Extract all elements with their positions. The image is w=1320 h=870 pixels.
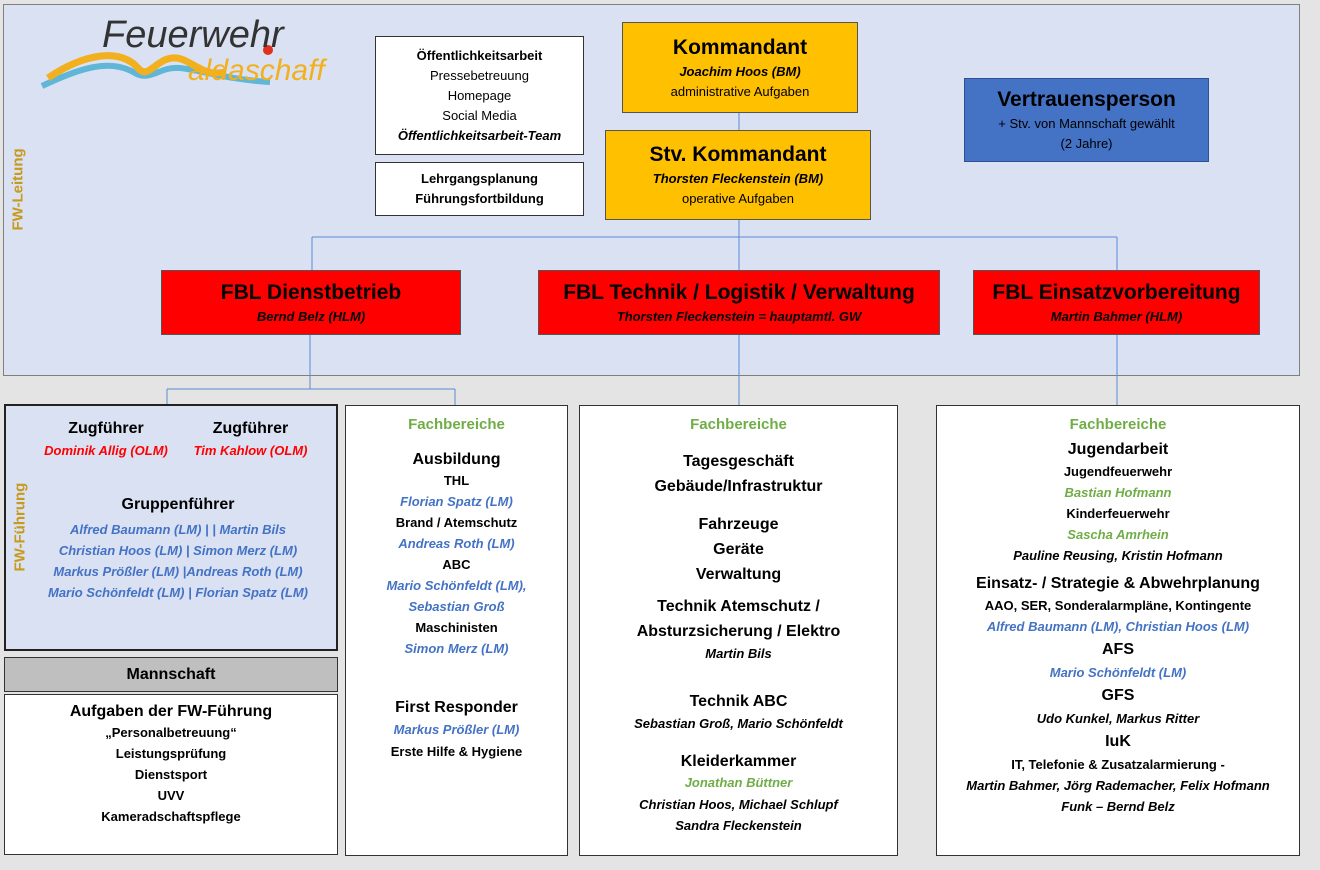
abc-label: ABC [442, 557, 471, 572]
maschinisten-label: Maschinisten [415, 620, 498, 635]
first-responder-heading: First Responder [395, 699, 518, 716]
aufgaben-item: Leistungsprüfung [115, 746, 227, 761]
fbl-title: FBL Einsatzvorbereitung [992, 280, 1241, 304]
fbl-name: Thorsten Fleckenstein = hauptamtl. GW [616, 308, 862, 324]
ausbildung-heading: Ausbildung [412, 451, 501, 468]
gruppenfuehrer-list [20, 494, 336, 603]
kommandant-title: Kommandant [672, 35, 808, 59]
stv-title: Stv. Kommandant [649, 143, 827, 166]
oeffentlichkeit-item: Homepage [447, 87, 512, 103]
logo-aldaschaff-text: aldaschaff [188, 54, 325, 87]
stv-task: operative Aufgaben [681, 191, 795, 206]
logo-feuerwehr-text: Feuerwehr [102, 14, 284, 56]
fachbereiche-title: Fachbereiche [408, 416, 505, 433]
fachbereiche-title: Fachbereiche [690, 416, 787, 433]
kinderfeuerwehr-name: Pauline Reusing, Kristin Hofmann [1013, 548, 1223, 563]
gruppenfuehrer-row: Alfred Baumann (LM) | | Martin Bils [69, 522, 286, 537]
brand-name: Andreas Roth (LM) [398, 536, 515, 551]
technik-abc-label: Technik ABC [689, 693, 788, 710]
geraete-label: Geräte [713, 541, 764, 558]
kommandant-box [622, 22, 858, 113]
oeffentlichkeit-item: Pressebetreuung [429, 67, 529, 83]
jugendfeuerwehr-name: Bastian Hofmann [1064, 485, 1172, 500]
technik-atemschutz-label: Absturzsicherung / Elektro [636, 623, 841, 640]
tagesgeschaeft-label: Tagesgeschäft [683, 453, 794, 470]
fbl-dienstbetrieb-box [161, 270, 461, 335]
aao-label: AAO, SER, Sonderalarmpläne, Kontingente [984, 598, 1252, 613]
lehrgang-item: Lehrgangsplanung [421, 171, 538, 186]
aufgaben-item: Dienstsport [134, 767, 208, 782]
jugendfeuerwehr-label: Jugendfeuerwehr [1063, 464, 1173, 479]
gruppenfuehrer-label: Gruppenführer [121, 496, 235, 513]
funk-label: Funk – Bernd Belz [1061, 799, 1175, 814]
oeffentlichkeit-item: Social Media [442, 107, 517, 123]
vertrauen-line: + Stv. von Mannschaft gewählt [998, 116, 1175, 131]
thl-name: Florian Spatz (LM) [400, 494, 513, 509]
kleiderkammer-name: Jonathan Büttner [684, 775, 793, 790]
aufgaben-box [4, 694, 338, 855]
iuk-heading: IuK [1105, 733, 1131, 750]
vertrauen-line: (2 Jahre) [1060, 136, 1113, 151]
kinderfeuerwehr-name: Sascha Amrhein [1067, 527, 1169, 542]
fachbereiche-technik [579, 405, 898, 856]
iuk-names: Martin Bahmer, Jörg Rademacher, Felix Hofmann [966, 778, 1270, 793]
aufgaben-item: Kameradschaftspflege [101, 809, 241, 824]
stv-kommandant-box [605, 130, 871, 220]
aufgaben-item: UVV [157, 788, 185, 803]
fbl-title: FBL Technik / Logistik / Verwaltung [563, 280, 915, 304]
fbl-name: Bernd Belz (HLM) [256, 308, 366, 324]
zugfuehrer-1 [30, 418, 182, 461]
afs-heading: AFS [1102, 641, 1134, 658]
kommandant-name: Joachim Hoos (BM) [679, 63, 801, 79]
lehrgangsplanung-box [375, 162, 584, 216]
gfs-heading: GFS [1101, 687, 1135, 704]
maschinisten-name: Simon Merz (LM) [404, 641, 509, 656]
thl-label: THL [443, 473, 470, 488]
feuerwehr-logo [40, 14, 360, 102]
fahrzeuge-label: Fahrzeuge [698, 516, 779, 533]
aao-names: Alfred Baumann (LM), Christian Hoos (LM) [986, 619, 1250, 634]
gebaeude-label: Gebäude/Infrastruktur [654, 478, 823, 495]
aufgaben-item: „Personalbetreuung“ [105, 725, 237, 740]
zugfuehrer-name: Tim Kahlow (OLM) [193, 443, 308, 458]
technik-atemschutz-label: Technik Atemschutz / [657, 598, 820, 615]
fachbereiche-title: Fachbereiche [1069, 416, 1167, 433]
abc-name: Mario Schönfeldt (LM), [386, 578, 527, 593]
fbl-title: FBL Dienstbetrieb [220, 280, 402, 304]
vertrauensperson-box [964, 78, 1209, 162]
gruppenfuehrer-row: Mario Schönfeldt (LM) | Florian Spatz (LM) [47, 585, 308, 600]
zugfuehrer-label: Zugführer [68, 420, 144, 437]
fachbereiche-dienstbetrieb [345, 405, 568, 856]
zugfuehrer-label: Zugführer [212, 420, 289, 437]
kleiderkammer-name: Christian Hoos, Michael Schlupf [639, 797, 838, 812]
fw-leitung-label: FW-Leitung [9, 148, 27, 231]
kleiderkammer-label: Kleiderkammer [680, 753, 797, 770]
vertrauen-title: Vertrauensperson [997, 88, 1176, 111]
afs-name: Mario Schönfeldt (LM) [1049, 665, 1187, 680]
first-responder-name: Markus Prößler (LM) [393, 722, 520, 737]
zugfuehrer-name: Dominik Allig (OLM) [44, 443, 168, 458]
stv-name: Thorsten Fleckenstein (BM) [652, 171, 824, 186]
oeffentlichkeit-team: Öffentlichkeitsarbeit-Team [397, 127, 562, 143]
oeffentlichkeit-title: Öffentlichkeitsarbeit [416, 47, 543, 63]
fbl-technik-box [538, 270, 940, 335]
kleiderkammer-name: Sandra Fleckenstein [675, 818, 802, 833]
erste-hilfe-label: Erste Hilfe & Hygiene [390, 744, 523, 759]
brand-label: Brand / Atemschutz [395, 515, 518, 530]
verwaltung-label: Verwaltung [695, 566, 782, 583]
oeffentlichkeitsarbeit-box [375, 36, 584, 155]
iuk-desc: IT, Telefonie & Zusatzalarmierung - [1011, 757, 1225, 772]
gfs-name: Udo Kunkel, Markus Ritter [1036, 711, 1200, 726]
lehrgang-item: Führungsfortbildung [415, 191, 544, 206]
mannschaft-label: Mannschaft [126, 666, 216, 683]
aufgaben-title: Aufgaben der FW-Führung [69, 703, 273, 720]
fachbereiche-einsatzvorbereitung [936, 405, 1300, 856]
gruppenfuehrer-row: Christian Hoos (LM) | Simon Merz (LM) [58, 543, 298, 558]
mannschaft-box [4, 657, 338, 692]
technik-atemschutz-name: Martin Bils [705, 646, 772, 661]
kinderfeuerwehr-label: Kinderfeuerwehr [1066, 506, 1170, 521]
fbl-einsatzvorbereitung-box [973, 270, 1260, 335]
fw-fuehrung-label: FW-Führung [11, 482, 29, 572]
zugfuehrer-2 [178, 418, 323, 461]
einsatzplanung-heading: Einsatz- / Strategie & Abwehrplanung [976, 575, 1260, 592]
kommandant-task: administrative Aufgaben [670, 83, 810, 99]
technik-abc-name: Sebastian Groß, Mario Schönfeldt [634, 716, 843, 731]
gruppenfuehrer-row: Markus Prößler (LM) |Andreas Roth (LM) [53, 564, 303, 579]
jugendarbeit-heading: Jugendarbeit [1067, 441, 1169, 458]
abc-name: Sebastian Groß [408, 599, 505, 614]
fbl-name: Martin Bahmer (HLM) [1050, 308, 1183, 324]
